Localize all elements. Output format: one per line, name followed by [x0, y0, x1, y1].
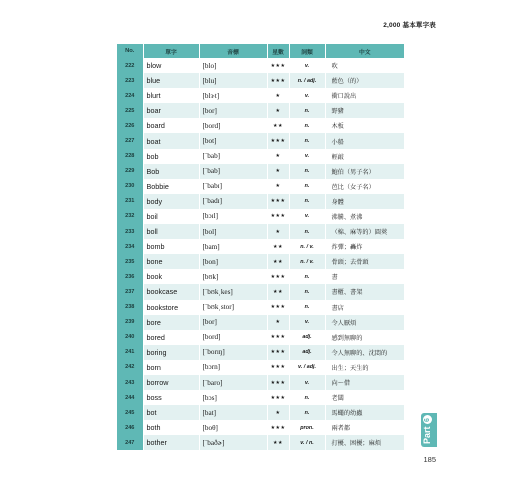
table-row	[117, 194, 404, 209]
part-of-speech-cell: v.	[289, 88, 325, 103]
stars-cell: ★★★	[267, 73, 289, 88]
table-row	[117, 239, 404, 254]
part-of-speech-cell: v.	[289, 58, 325, 73]
phonetic-cell: [ˋbaðɚ]	[199, 435, 267, 450]
word-cell: body	[143, 194, 199, 209]
stars-cell: ★	[267, 88, 289, 103]
part-of-speech-cell: n.	[289, 133, 325, 148]
part-of-speech-cell: adj.	[289, 330, 325, 345]
table-row	[117, 345, 404, 360]
table-row	[117, 315, 404, 330]
chinese-meaning-cell: 令人無聊的、沈悶的	[325, 345, 404, 360]
table-row	[117, 360, 404, 375]
chinese-meaning-cell: 老闆	[325, 390, 404, 405]
table-row	[117, 209, 404, 224]
chinese-meaning-cell: 馬蠅的幼蟲	[325, 405, 404, 420]
part-of-speech-cell: v.	[289, 375, 325, 390]
phonetic-cell: [bord]	[199, 330, 267, 345]
chinese-meaning-cell: 令人厭煩	[325, 315, 404, 330]
row-number: 224	[117, 88, 143, 103]
word-cell: boar	[143, 103, 199, 118]
stars-cell: ★	[267, 405, 289, 420]
part-of-speech-cell: n.	[289, 300, 325, 315]
stars-cell: ★★★	[267, 375, 289, 390]
chinese-meaning-cell: 出生；天生的	[325, 360, 404, 375]
row-number: 236	[117, 269, 143, 284]
chinese-meaning-cell: 向～借	[325, 375, 404, 390]
row-number: 226	[117, 118, 143, 133]
word-cell: bookstore	[143, 300, 199, 315]
table-row	[117, 375, 404, 390]
stars-cell: ★★	[267, 118, 289, 133]
part-of-speech-cell: n.	[289, 194, 325, 209]
part-of-speech-cell: adj.	[289, 345, 325, 360]
phonetic-cell: [blu]	[199, 73, 267, 88]
chinese-meaning-cell: 藍色（的）	[325, 73, 404, 88]
table-row	[117, 269, 404, 284]
chinese-meaning-cell: 打擾、困擾；麻煩	[325, 435, 404, 450]
phonetic-cell: [ˋbʊk͵stor]	[199, 300, 267, 315]
stars-cell: ★★	[267, 254, 289, 269]
chinese-meaning-cell: 衝口說出	[325, 88, 404, 103]
table-row	[117, 103, 404, 118]
row-number: 243	[117, 375, 143, 390]
word-cell: Bob	[143, 164, 199, 179]
part-of-speech-cell: n. / v.	[289, 239, 325, 254]
chinese-meaning-cell: 鮑伯（男子名）	[325, 164, 404, 179]
word-cell: bore	[143, 315, 199, 330]
table-row	[117, 390, 404, 405]
chinese-meaning-cell: 兩者都	[325, 420, 404, 435]
row-number: 240	[117, 330, 143, 345]
chinese-meaning-cell: 書	[325, 269, 404, 284]
table-row	[117, 300, 404, 315]
phonetic-cell: [ˋbʊk͵kes]	[199, 284, 267, 299]
row-number: 241	[117, 345, 143, 360]
part-of-speech-cell: n.	[289, 284, 325, 299]
table-row	[117, 254, 404, 269]
word-cell: bone	[143, 254, 199, 269]
phonetic-cell: [bor]	[199, 315, 267, 330]
table-body	[117, 58, 404, 450]
word-cell: born	[143, 360, 199, 375]
column-header-stars: 星數	[267, 44, 289, 58]
row-number: 222	[117, 58, 143, 73]
chinese-meaning-cell: 小船	[325, 133, 404, 148]
stars-cell: ★	[267, 164, 289, 179]
word-cell: bot	[143, 405, 199, 420]
stars-cell: ★★★	[267, 194, 289, 209]
chinese-meaning-cell: 骨頭；去骨頭	[325, 254, 404, 269]
row-number: 233	[117, 224, 143, 239]
stars-cell: ★★	[267, 239, 289, 254]
phonetic-cell: [blo]	[199, 58, 267, 73]
table-row	[117, 284, 404, 299]
row-number: 227	[117, 133, 143, 148]
part-of-speech-cell: v.	[289, 209, 325, 224]
part-of-speech-cell: n.	[289, 118, 325, 133]
word-cell: blurt	[143, 88, 199, 103]
row-number: 246	[117, 420, 143, 435]
column-header-word: 單字	[143, 44, 199, 58]
chinese-meaning-cell: 芭比（女子名）	[325, 179, 404, 194]
chinese-meaning-cell: 書櫃、書架	[325, 284, 404, 299]
table-header-row	[117, 44, 404, 58]
table-row	[117, 73, 404, 88]
part-of-speech-cell: n. / v.	[289, 254, 325, 269]
phonetic-cell: [bʊk]	[199, 269, 267, 284]
part-of-speech-cell: n. / adj.	[289, 73, 325, 88]
table-row	[117, 405, 404, 420]
phonetic-cell: [bɔɪl]	[199, 209, 267, 224]
page-number: 185	[423, 455, 436, 464]
row-number: 230	[117, 179, 143, 194]
stars-cell: ★	[267, 315, 289, 330]
stars-cell: ★★★	[267, 269, 289, 284]
word-cell: blue	[143, 73, 199, 88]
row-number: 228	[117, 149, 143, 164]
word-cell: boring	[143, 345, 199, 360]
chinese-meaning-cell: （棉、麻等的）圓莢	[325, 224, 404, 239]
chinese-meaning-cell: 吹	[325, 58, 404, 73]
part-tab-number: 6	[423, 415, 432, 424]
stars-cell: ★★	[267, 284, 289, 299]
chinese-meaning-cell: 輕敲	[325, 149, 404, 164]
stars-cell: ★★★	[267, 420, 289, 435]
table-row	[117, 224, 404, 239]
table-row	[117, 435, 404, 450]
row-number: 245	[117, 405, 143, 420]
phonetic-cell: [ˋbadɪ]	[199, 194, 267, 209]
part-of-speech-cell: v. / adj.	[289, 360, 325, 375]
running-header-title: 2,000 基本單字表	[383, 22, 436, 29]
table-row	[117, 58, 404, 73]
row-number: 235	[117, 254, 143, 269]
row-number: 232	[117, 209, 143, 224]
stars-cell: ★★★	[267, 330, 289, 345]
stars-cell: ★★★	[267, 209, 289, 224]
chinese-meaning-cell: 沸騰、煮沸	[325, 209, 404, 224]
word-cell: bother	[143, 435, 199, 450]
phonetic-cell: [ˋbaro]	[199, 375, 267, 390]
part-of-speech-cell: v.	[289, 315, 325, 330]
table-row	[117, 179, 404, 194]
phonetic-cell: [bam]	[199, 239, 267, 254]
word-cell: borrow	[143, 375, 199, 390]
stars-cell: ★	[267, 179, 289, 194]
phonetic-cell: [ˋbab]	[199, 149, 267, 164]
table-row	[117, 164, 404, 179]
part-of-speech-cell: n.	[289, 269, 325, 284]
part-tab	[421, 413, 437, 447]
row-number: 244	[117, 390, 143, 405]
chinese-meaning-cell: 身體	[325, 194, 404, 209]
part-of-speech-cell: n.	[289, 224, 325, 239]
column-header-phonetic: 音標	[199, 44, 267, 58]
part-of-speech-cell: n.	[289, 103, 325, 118]
phonetic-cell: [bot]	[199, 133, 267, 148]
stars-cell: ★	[267, 224, 289, 239]
word-cell: boat	[143, 133, 199, 148]
chinese-meaning-cell: 炸彈；轟炸	[325, 239, 404, 254]
word-cell: board	[143, 118, 199, 133]
word-cell: bob	[143, 149, 199, 164]
word-cell: bookcase	[143, 284, 199, 299]
phonetic-cell: [ˋbab]	[199, 164, 267, 179]
table-row	[117, 330, 404, 345]
row-number: 237	[117, 284, 143, 299]
table-row	[117, 149, 404, 164]
word-cell: boil	[143, 209, 199, 224]
part-of-speech-cell: pron.	[289, 420, 325, 435]
word-cell: blow	[143, 58, 199, 73]
chinese-meaning-cell: 感到無聊的	[325, 330, 404, 345]
part-of-speech-cell: v. / n.	[289, 435, 325, 450]
row-number: 234	[117, 239, 143, 254]
row-number: 231	[117, 194, 143, 209]
part-of-speech-cell: n.	[289, 390, 325, 405]
word-cell: boss	[143, 390, 199, 405]
row-number: 239	[117, 315, 143, 330]
phonetic-cell: [bord]	[199, 118, 267, 133]
row-number: 247	[117, 435, 143, 450]
phonetic-cell: [boθ]	[199, 420, 267, 435]
stars-cell: ★★★	[267, 300, 289, 315]
word-cell: bomb	[143, 239, 199, 254]
chinese-meaning-cell: 書店	[325, 300, 404, 315]
stars-cell: ★★★	[267, 345, 289, 360]
table-row	[117, 133, 404, 148]
word-cell: both	[143, 420, 199, 435]
row-number: 225	[117, 103, 143, 118]
table-row	[117, 420, 404, 435]
part-of-speech-cell: n.	[289, 179, 325, 194]
stars-cell: ★★	[267, 435, 289, 450]
word-cell: book	[143, 269, 199, 284]
word-cell: Bobbie	[143, 179, 199, 194]
stars-cell: ★	[267, 103, 289, 118]
part-of-speech-cell: v.	[289, 149, 325, 164]
phonetic-cell: [bor]	[199, 103, 267, 118]
table-row	[117, 118, 404, 133]
chinese-meaning-cell: 木板	[325, 118, 404, 133]
word-cell: bored	[143, 330, 199, 345]
column-header-no: No.	[117, 44, 143, 58]
phonetic-cell: [bon]	[199, 254, 267, 269]
phonetic-cell: [bol]	[199, 224, 267, 239]
column-header-part-of-speech: 詞類	[289, 44, 325, 58]
phonetic-cell: [bɔs]	[199, 390, 267, 405]
row-number: 238	[117, 300, 143, 315]
part-of-speech-cell: n.	[289, 164, 325, 179]
row-number: 223	[117, 73, 143, 88]
phonetic-cell: [blɝt]	[199, 88, 267, 103]
part-of-speech-cell: n.	[289, 405, 325, 420]
chinese-meaning-cell: 野豬	[325, 103, 404, 118]
stars-cell: ★★★	[267, 390, 289, 405]
stars-cell: ★	[267, 149, 289, 164]
stars-cell: ★★★	[267, 133, 289, 148]
phonetic-cell: [bat]	[199, 405, 267, 420]
vocabulary-table	[117, 44, 404, 450]
row-number: 242	[117, 360, 143, 375]
column-header-chinese: 中文	[325, 44, 404, 58]
table-row	[117, 88, 404, 103]
stars-cell: ★★★	[267, 58, 289, 73]
phonetic-cell: [bɔrn]	[199, 360, 267, 375]
part-tab-label: Part	[422, 426, 432, 444]
stars-cell: ★★★	[267, 360, 289, 375]
word-cell: boll	[143, 224, 199, 239]
row-number: 229	[117, 164, 143, 179]
phonetic-cell: [ˋbabɪ]	[199, 179, 267, 194]
phonetic-cell: [ˋborɪŋ]	[199, 345, 267, 360]
